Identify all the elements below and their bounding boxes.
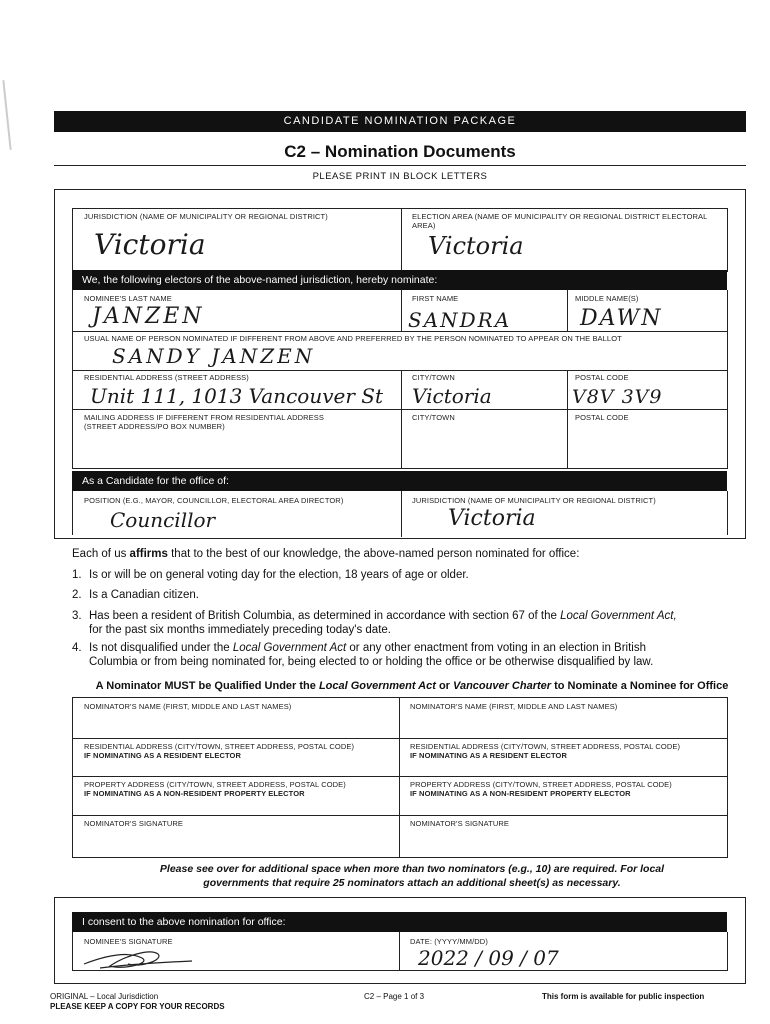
footer-public-inspection: This form is available for public inspection [542,992,705,1001]
postal-code-value[interactable]: V8V 3V9 [572,386,663,408]
last-name-value[interactable]: JANZEN [92,304,205,329]
last-name-label: NOMINEE'S LAST NAME [84,294,172,303]
date-value[interactable]: 2022 / 09 / 07 [418,946,559,970]
mailing-address-label [84,413,324,431]
package-title-bar [54,111,746,132]
office-jurisdiction-label: JURISDICTION (NAME OF MUNICIPALITY OR REGIONAL DISTRICT) [412,496,656,505]
nominate-bar [72,270,727,290]
mailing-address-label-line1: MAILING ADDRESS IF DIFFERENT FROM RESIDENTIAL ADDRESS [84,413,324,422]
residential-address-value[interactable]: Unit 111, 1013 Vancouver St [90,384,383,408]
nominator2-sig-label: NOMINATOR'S SIGNATURE [410,819,509,828]
mailing-city-label: CITY/TOWN [412,413,455,422]
print-note: PLEASE PRINT IN BLOCK LETTERS [312,171,488,182]
package-title: CANDIDATE NOMINATION PACKAGE [283,115,517,127]
first-name-value[interactable]: SANDRA [408,308,512,332]
office-bar-text: As a Candidate for the office of: [82,475,229,487]
nominator-table [72,697,728,858]
footer-left [50,992,225,1012]
city-label: CITY/TOWN [412,373,455,382]
nominee-signature-image[interactable] [80,944,200,974]
jurisdiction-label: JURISDICTION (NAME OF MUNICIPALITY OR REGIONAL DISTRICT) [84,212,328,221]
footer-page-number: C2 – Page 1 of 3 [364,992,425,1001]
nominator1-name-label: NOMINATOR'S NAME (FIRST, MIDDLE AND LAST NAMES) [84,702,292,711]
affirm-intro: Each of us affirms that to the best of our knowledge, the above-named person nominated for office: [72,548,580,560]
nominator1-res-label: RESIDENTIAL ADDRESS (CITY/TOWN, STREET ADDRESS, POSTAL CODE) IF NOMINATING AS A RESIDENT ELECTOR [84,742,355,760]
consent-bar [72,912,727,932]
affirm-item-3: 3. Has been a resident of British Columbia, as determined in accordance with section 67 of the Local Government Act, for the past six months immediately preceding today's date. [72,610,677,636]
consent-bar-text: I consent to the above nomination for office: [82,916,286,928]
postal-code-label: POSTAL CODE [575,373,629,382]
nominator-heading: A Nominator MUST be Qualified Under the Local Government Act or Vancouver Charter to Nominate a Nominee for Office [95,680,729,692]
nominee-signature-label: NOMINEE'S SIGNATURE [84,937,173,946]
residential-address-label: RESIDENTIAL ADDRESS (STREET ADDRESS) [84,373,249,382]
footer-keep-copy: PLEASE KEEP A COPY FOR YOUR RECORDS [50,1002,225,1011]
nominator2-prop-label: PROPERTY ADDRESS (CITY/TOWN, STREET ADDRESS, POSTAL CODE) IF NOMINATING AS A NON-RESIDENT PROPERTY ELECTOR [410,780,672,798]
election-area-value[interactable]: Victoria [428,232,524,260]
nominator1-prop-label: PROPERTY ADDRESS (CITY/TOWN, STREET ADDRESS, POSTAL CODE) IF NOMINATING AS A NON-RESIDENT PROPERTY ELECTOR [84,780,346,798]
first-name-label: FIRST NAME [412,294,459,303]
election-area-label: ELECTION AREA (NAME OF MUNICIPALITY OR REGIONAL DISTRICT ELECTORAL AREA) [412,212,708,230]
usual-name-label: USUAL NAME OF PERSON NOMINATED IF DIFFERENT FROM ABOVE AND PREFERRED BY THE PERSON NOMINATED TO APPEAR ON THE BALLOT [84,334,622,343]
city-value[interactable]: Victoria [412,384,492,408]
scan-artifact [2,80,11,150]
additional-space-note: Please see over for additional space when more than two nominators (e.g., 10) are required. For local governments that require 25 nominators attach an additional sheet(s) as necessary. [159,863,665,889]
jurisdiction-value[interactable]: Victoria [94,228,206,261]
date-label: DATE: (YYYY/MM/DD) [410,937,488,946]
affirm-item-1: 1. Is or will be on general voting day for the election, 18 years of age or older. [72,569,469,581]
middle-name-label: MIDDLE NAME(S) [575,294,639,303]
mailing-address-label-line2: (STREET ADDRESS/PO BOX NUMBER) [84,422,225,431]
middle-name-value[interactable]: DAWN [580,306,663,331]
mailing-postal-label: POSTAL CODE [575,413,629,422]
nominator1-sig-label: NOMINATOR'S SIGNATURE [84,819,183,828]
page-title: C2 – Nomination Documents [284,142,516,161]
title-rule [54,165,746,166]
office-bar [72,471,727,491]
affirm-item-4: 4. Is not disqualified under the Local Government Act or any other enactment from voting in an election in British Columbia or from being nominated for, being elected to or holding the office or be otherwise disqualified by law. [72,642,654,668]
position-value[interactable]: Councillor [110,508,216,532]
nominator2-name-label: NOMINATOR'S NAME (FIRST, MIDDLE AND LAST NAMES) [410,702,618,711]
position-label: POSITION (E.G., MAYOR, COUNCILLOR, ELECTORAL AREA DIRECTOR) [84,496,344,505]
office-jurisdiction-value[interactable]: Victoria [448,506,536,531]
nominate-bar-text: We, the following electors of the above-named jurisdiction, hereby nominate: [82,274,438,286]
footer-original: ORIGINAL – Local Jurisdiction [50,992,159,1001]
nominator2-res-label: RESIDENTIAL ADDRESS (CITY/TOWN, STREET ADDRESS, POSTAL CODE) IF NOMINATING AS A RESIDENT ELECTOR [410,742,681,760]
usual-name-value[interactable]: SANDY JANZEN [112,344,316,368]
affirm-item-2: 2. Is a Canadian citizen. [72,589,199,601]
